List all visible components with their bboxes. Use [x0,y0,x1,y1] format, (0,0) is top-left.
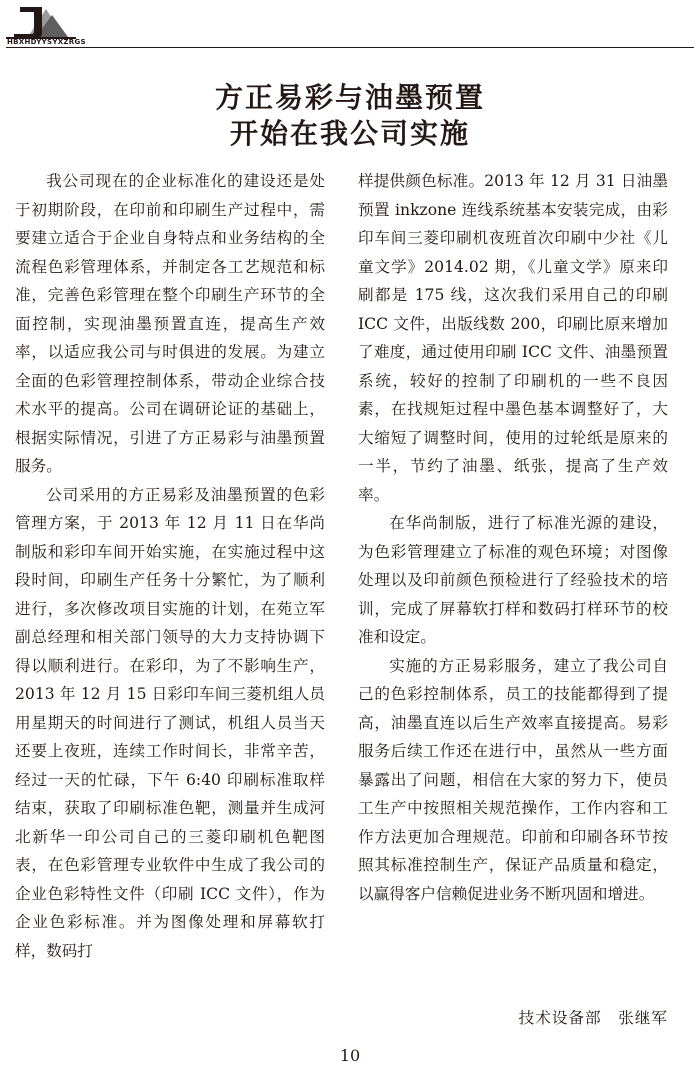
logo-code: HBXHDYYSYXZRGS [7,38,86,46]
paragraph-2: 公司采用的方正易彩及油墨预置的色彩管理方案，于 2013 年 12 月 11 日在华尚制版和彩印车间开始实施，在实施过程中这段时间，印刷生产任务十分繁忙，为了顺利进行，多次修改项目实施的计划，在苑立军副总经理和相关部门领导的大力支持协调下得以顺利进行。在彩印，为了不影响生产，2013 年 12 月 15 日彩印车间三菱机组人员用星期天的时间进行了测试，机组人员当天还要上夜班，连续工作时间长，非常辛苦，经过一天的忙碌，下午 6:40 印刷标准取样结束，获取了印刷标准色靶，测量并生成河北新华一印公司自己的三菱印刷机色靶图表，在色彩管理专业软件中生成了我公司的企业色彩特性文件（印刷 ICC 文件），作为企业色彩标准。并为图像处理和屏幕软打样，数码打 [15,485,325,960]
page-number: 10 [339,1046,361,1065]
article-title-line1: 方正易彩与油墨预置 [214,81,485,114]
header-rule [6,47,694,48]
left-column [15,167,325,965]
right-column [358,167,668,908]
paragraph-3: 在华尚制版，进行了标准光源的建设，为色彩管理建立了标准的观色环境；对图像处理以及印前颜色预检进行了经验技术的培训，完成了屏幕软打样和数码打样环节的校准和设定。 [358,514,668,646]
author-signature: 技术设备部 张继军 [518,1009,668,1027]
article-title-line2: 开始在我公司实施 [229,117,470,150]
paragraph-1: 我公司现在的企业标准化的建设还是处于初期阶段，在印前和印刷生产过程中，需要建立适合于企业自身特点和业务结构的全流程色彩管理体系，并制定各工艺规范和标准，完善色彩管理在整个印刷生产环节的全面控制，实现油墨预置直连，提高生产效率，以适应我公司与时俱进的发展。为建立全面的色彩管理控制体系，带动企业综合技术水平的提高。公司在调研论证的基础上，根据实际情况，引进了方正易彩与油墨预置服务。 [15,172,325,475]
paragraph-2-continued: 样提供颜色标准。2013 年 12 月 31 日油墨预置 inkzone 连线系统基本安装完成，由彩印车间三菱印刷机夜班首次印刷中少社《儿童文学》2014.02 期，《儿童文学》原来印刷都是 175 线，这次我们采用自己的印刷 ICC 文件，出版线数 200，印刷比原来增加了难度，通过使用印刷 ICC 文件、油墨预置系统，较好的控制了印刷机的一些不良因素，在找规矩过程中墨色基本调整好了，大大缩短了调整时间，使用的过轮纸是原来的一半，节约了油墨、纸张，提高了生产效率。 [358,172,668,504]
paragraph-4: 实施的方正易彩服务，建立了我公司自己的色彩控制体系，员工的技能都得到了提高，油墨直连以后生产效率直接提高。易彩服务后续工作还在进行中，虽然从一些方面暴露出了问题，相信在大家的努力下，使员工生产中按照相关规范操作，工作内容和工作方法更加合理规范。印前和印刷各环节按照其标准控制生产，保证产品质量和稳定，以赢得客户信赖促进业务不断巩固和增进。 [358,656,668,903]
